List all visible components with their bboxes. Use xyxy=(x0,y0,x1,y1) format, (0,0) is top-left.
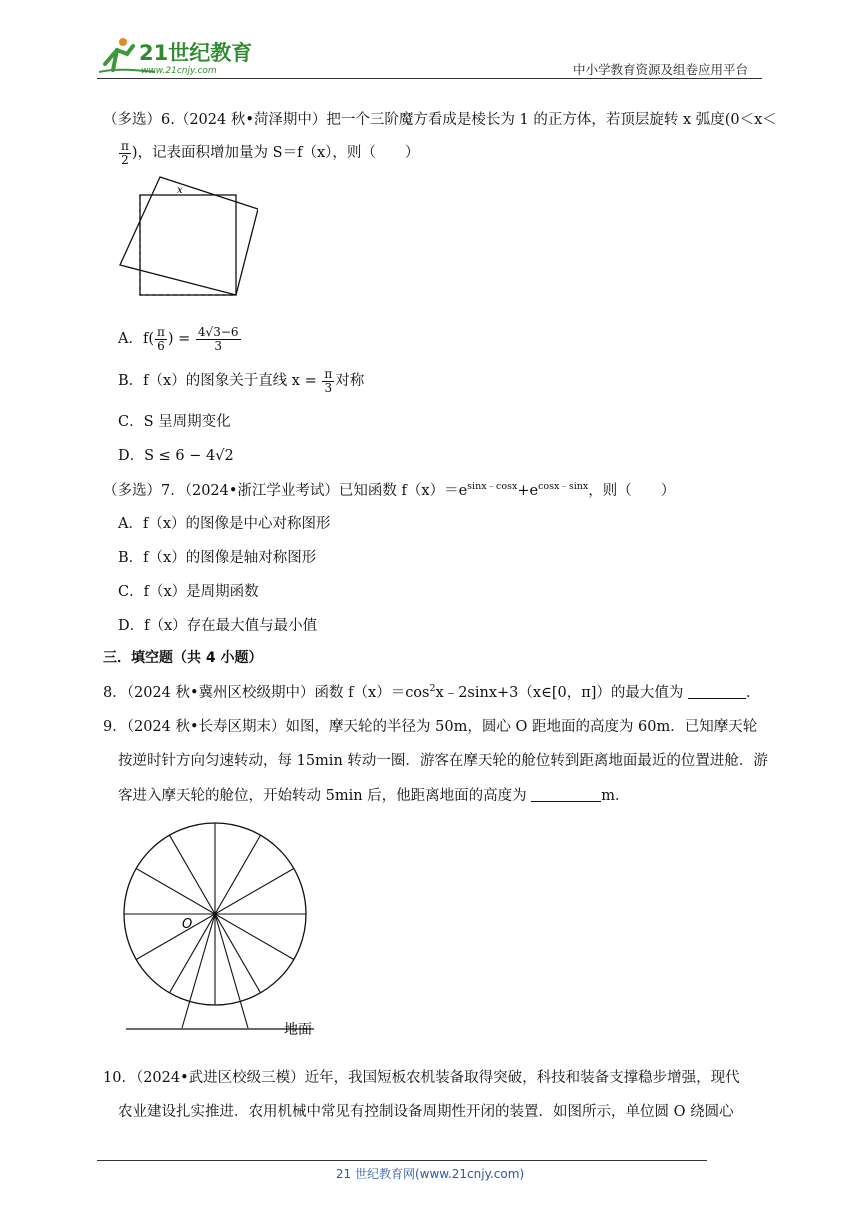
q6-option-a: A．f( $\frac{\pi}{6}$ ) = $\frac{4√3-6}{3}$ xyxy=(118,325,239,353)
q10-stem-line2: 农业建设扎实推进．农用机械中常见有控制设备周期性开闭的装置．如图所示，单位圆 O 绕圆心 xyxy=(118,1104,734,1120)
q7-option-d: D．f（x）存在最大值与最小值 xyxy=(118,618,318,634)
site-logo xyxy=(95,34,260,76)
footer-divider xyxy=(97,1160,707,1161)
q6-angle-label: x xyxy=(177,185,183,196)
logo-url: www.21cnjy.com xyxy=(141,66,217,76)
q7-option-c: C．f（x）是周期函数 xyxy=(118,584,259,600)
q7-option-b: B．f（x）的图像是轴对称图形 xyxy=(118,550,317,566)
q9-stem-line1: 9．（2024 秋•长寿区期末）如图，摩天轮的半径为 50m，圆心 O 距地面的高度为 60m．已知摩天轮 xyxy=(103,719,758,735)
q9-stem-line2: 按逆时针方向匀速转动，每 15min 转动一圈．游客在摩天轮的舱位转到距离地面最近的位置进舱．游 xyxy=(118,753,768,769)
q6-stem-line2: $\frac{\pi}{2}$ )，记表面积增加量为 S＝f（x），则（ ） xyxy=(121,139,420,167)
q8-stem: 8．（2024 秋•冀州区校级期中）函数 $f(x)=\cos^2x﹣2\sin x+3(x\in[0$，π]）的最大值为 ． xyxy=(103,683,761,701)
q6-cube-figure xyxy=(118,175,258,305)
q6-option-d: D．S ≤ 6 − 4√2 xyxy=(118,448,234,464)
header-platform-name: 中小学教育资源及组卷应用平台 xyxy=(573,62,749,77)
q7-stem: （多选）7．（2024•浙江学业考试）已知函数 $f(x)=e^{sinx﹣cosx}+e^{cosx﹣sinx}$，则（ ） xyxy=(103,481,676,499)
section-3-title: 三．填空题（共 4 小题） xyxy=(103,650,263,666)
q9-stem-line3: 客进入摩天轮的舱位，开始转动 5min 后，他距离地面的高度为 m． xyxy=(118,788,630,804)
q6-option-c: C．S 呈周期变化 xyxy=(118,414,231,430)
q6-frac: $\frac{\pi}{2}$ xyxy=(121,139,129,167)
q9-ground-label: 地面 xyxy=(284,1022,312,1038)
q9-answer-blank xyxy=(531,787,601,802)
footer-site[interactable]: 21 世纪教育网(www.21cnjy.com) xyxy=(335,1167,525,1181)
header-divider xyxy=(97,78,762,79)
q9-ferris-wheel-figure xyxy=(118,818,338,1044)
q10-stem-line1: 10．（2024•武进区校级三模）近年，我国短板农机装备取得突破，科技和装备支撑稳步增强，现代 xyxy=(103,1070,740,1086)
q8-answer-blank xyxy=(688,684,746,699)
q9-center-label: O xyxy=(182,917,193,932)
logo-text: 21世纪教育 xyxy=(139,41,253,65)
q7-option-a: A．f（x）的图像是中心对称图形 xyxy=(118,516,331,532)
q6-option-b: B．f（x）的图象关于直线 x = $\frac{\pi}{3}$ 对称 xyxy=(118,367,365,395)
q6-stem-line1: （多选）6.（2024 秋•菏泽期中）把一个三阶魔方看成是棱长为 1 的正方体，若顶层旋转 x 弧度(0＜x＜ xyxy=(103,112,777,128)
